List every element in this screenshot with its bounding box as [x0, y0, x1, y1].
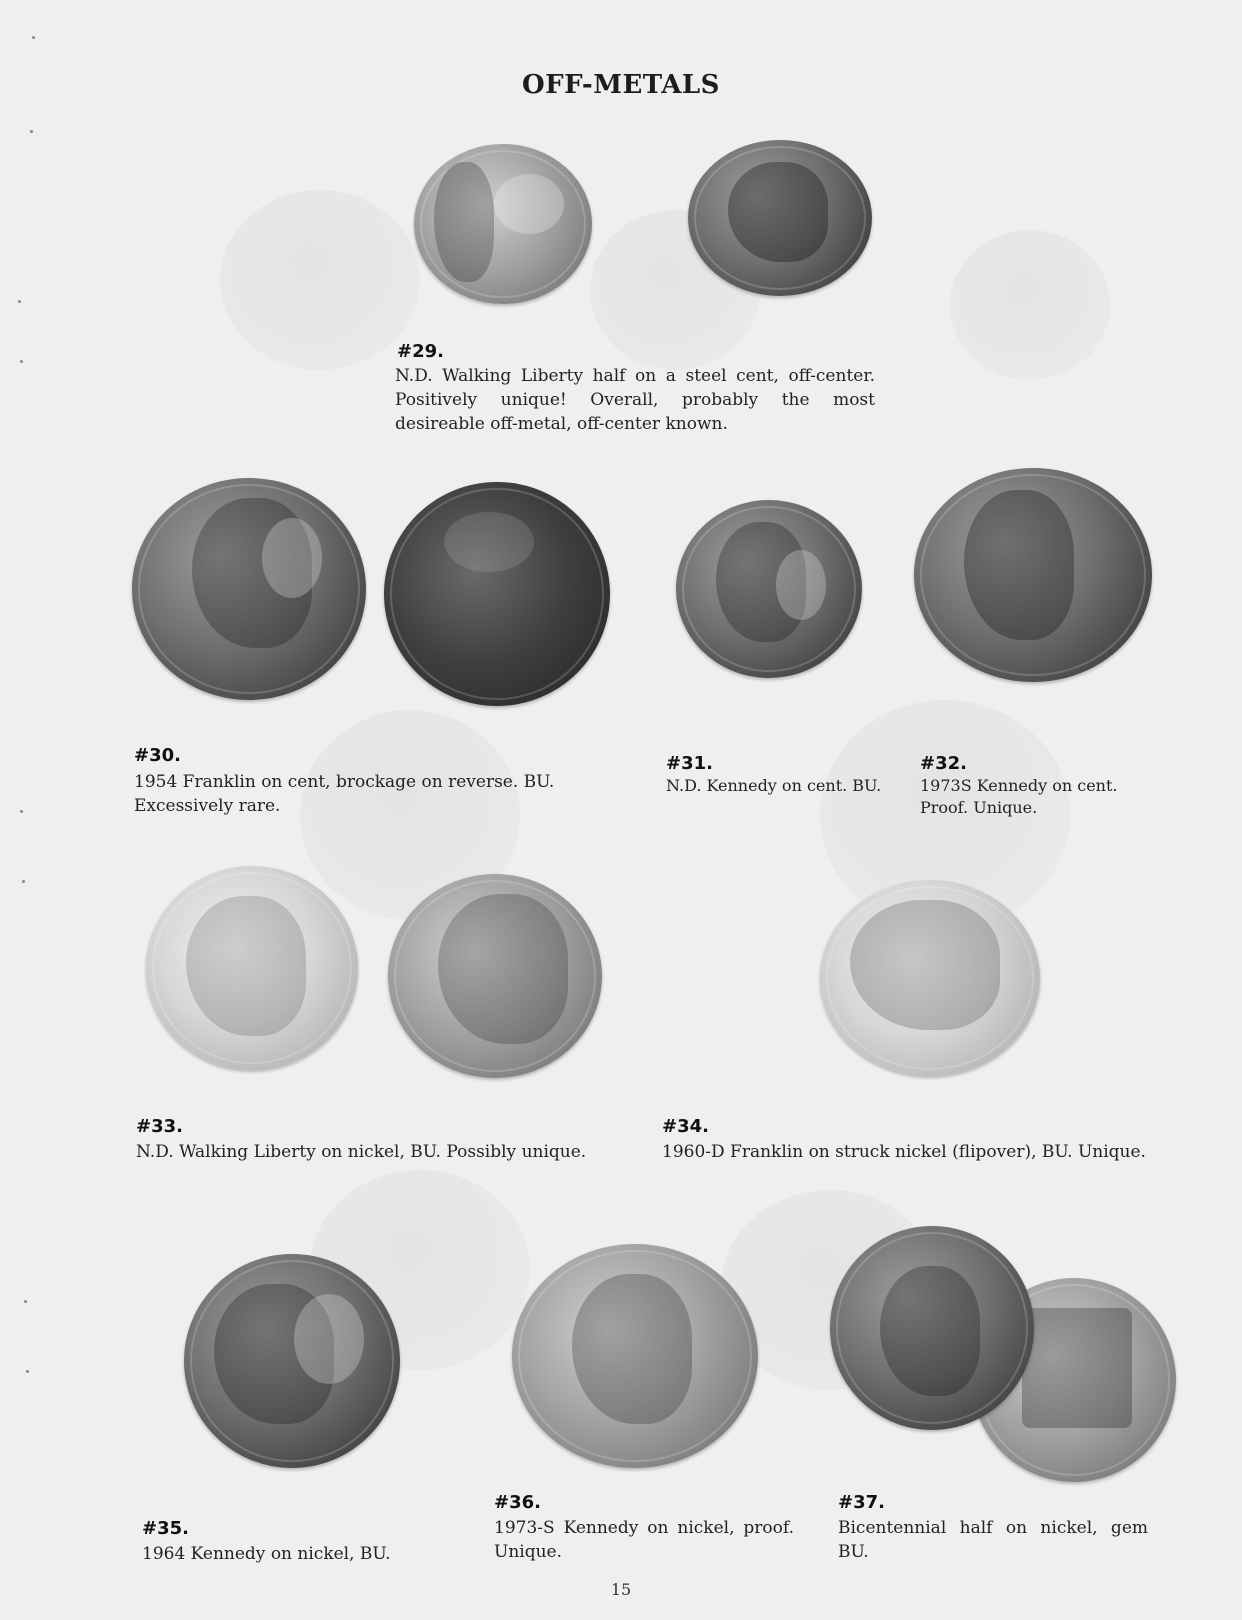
eagle-figure [438, 894, 568, 1044]
coin-photo-29-reverse [688, 140, 872, 296]
page-number: 15 [610, 1580, 632, 1599]
coin-highlight [444, 512, 534, 572]
lot-number-31: #31. [666, 753, 713, 774]
independence-hall-figure [1022, 1308, 1132, 1428]
lot-description-35: 1964 Kennedy on nickel, BU. [142, 1544, 391, 1564]
walking-liberty-figure [186, 896, 306, 1036]
page-speck [26, 1370, 29, 1373]
lot-description-33: N.D. Walking Liberty on nickel, BU. Possibly unique. [136, 1142, 587, 1162]
kennedy-portrait [880, 1266, 980, 1396]
bleed-through-shadow [220, 190, 420, 370]
coin-photo-35 [184, 1254, 400, 1468]
page-title: OFF-METALS [522, 70, 720, 100]
eagle-wing-figure [728, 162, 828, 262]
page-speck [24, 1300, 27, 1303]
lot-number-32: #32. [920, 753, 967, 774]
coin-photo-37-obverse [830, 1226, 1034, 1430]
coin-photo-33-obverse [146, 866, 358, 1070]
page-speck [30, 130, 33, 133]
coin-highlight [294, 1294, 364, 1384]
lot-number-35: #35. [142, 1518, 189, 1539]
coin-photo-30-obverse [132, 478, 366, 700]
lot-description-34: 1960-D Franklin on struck nickel (flipover), BU. Unique. [662, 1142, 1146, 1162]
bleed-through-shadow [950, 230, 1110, 380]
coin-highlight [494, 174, 564, 234]
kennedy-portrait [964, 490, 1074, 640]
lot-description-36: 1973-S Kennedy on nickel, proof. Unique. [494, 1518, 794, 1562]
lot-number-36: #36. [494, 1492, 541, 1513]
page-speck [32, 36, 35, 39]
lot-description-37: Bicentennial half on nickel, gem BU. [838, 1518, 1148, 1562]
walking-liberty-figure [434, 162, 494, 282]
page-speck [18, 300, 21, 303]
lot-number-34: #34. [662, 1116, 709, 1137]
lot-description-29: N.D. Walking Liberty half on a steel cent, off-center. Positively unique! Overall, probably the most desireable off-metal, off-center known. [395, 366, 875, 434]
lot-number-33: #33. [136, 1116, 183, 1137]
coin-photo-36 [512, 1244, 758, 1468]
page-speck [20, 360, 23, 363]
coin-photo-31 [676, 500, 862, 678]
lot-number-30: #30. [134, 745, 181, 766]
coin-photo-32 [914, 468, 1152, 682]
lot-number-37: #37. [838, 1492, 885, 1513]
coin-photo-29-obverse [414, 144, 592, 304]
coin-photo-34 [820, 880, 1040, 1076]
lot-description-31: N.D. Kennedy on cent. BU. [666, 776, 882, 795]
page-speck [22, 880, 25, 883]
kennedy-portrait [572, 1274, 692, 1424]
coin-photo-33-reverse [388, 874, 602, 1078]
coin-photo-30-reverse [384, 482, 610, 706]
coin-highlight [262, 518, 322, 598]
lot-description-30: 1954 Franklin on cent, brockage on reverse. BU. Excessively rare. [134, 772, 555, 816]
lot-number-29: #29. [397, 341, 444, 362]
lot-description-32: 1973S Kennedy on cent. Proof. Unique. [920, 776, 1118, 817]
page-speck [20, 810, 23, 813]
coin-highlight [776, 550, 826, 620]
